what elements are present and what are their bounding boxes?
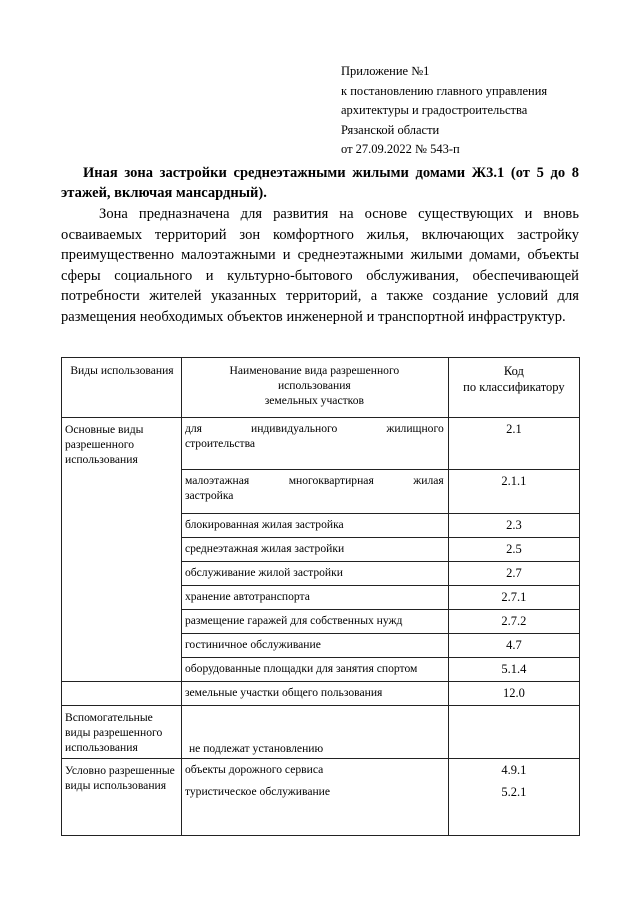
appendix-line: Рязанской области [341,122,440,137]
table-row [62,633,580,657]
usage-code: 4.9.1 [501,762,527,777]
appendix-line: архитектуры и градостроительства [341,103,528,117]
appendix-line: к постановлению главного управления [341,83,548,98]
aux-group-label: Вспомогательные виды разрешенного использования [62,705,182,758]
table-row [62,758,580,835]
table-row [62,705,580,758]
usage-name: для индивидуального жилищного строительства [181,418,448,470]
table-row [62,657,580,681]
usage-code: 2.7 [448,561,579,585]
table-row [62,513,580,537]
usage-name: туристическое обслуживание [184,784,331,798]
land-use-table [61,357,580,836]
usage-name: размещение гаражей для собственных нужд [181,609,448,633]
usage-code: 2.1 [448,418,579,470]
cond-usage-codes [448,758,579,835]
table-row [62,585,580,609]
table-row [62,609,580,633]
cond-usage-names [181,758,448,835]
usage-code: 2.7.1 [448,585,579,609]
usage-name: среднеэтажная жилая застройки [181,537,448,561]
usage-code: 2.3 [448,513,579,537]
usage-code: 5.2.1 [501,784,527,799]
header-code: Код по классификатору [448,358,579,418]
usage-name: блокированная жилая застройка [181,513,448,537]
usage-code: 2.1.1 [448,469,579,513]
table-row [62,561,580,585]
usage-name: обслуживание жилой застройки [181,561,448,585]
header-usage-types: Виды использования [62,358,182,418]
usage-code: 2.7.2 [448,609,579,633]
zone-description: Зона предназначена для развития на основе существующих и вновь осваиваемых территорий зон комфортного жилья, включающих застройку преимущественно малоэтажными и среднеэтажными жилыми домами, объекты сферы социального и культурно-бытового обслуживания, обеспечивающей потребности жителей указанных территорий, а также создание условий для размещения необходимых объектов инженерной и транспортной инфраструктур. [61,206,579,325]
table-header-row [62,358,580,418]
usage-name: хранение автотранспорта [181,585,448,609]
table-row [62,537,580,561]
usage-code: 12.0 [448,681,579,705]
table-row [62,681,580,705]
usage-name: гостиничное обслуживание [181,633,448,657]
header-usage-name: Наименование вида разрешенного использования земельных участков [181,358,448,418]
appendix-block [341,62,547,160]
usage-code: 2.5 [448,537,579,561]
zone-heading: Иная зона застройки среднеэтажными жилыми домами Ж3.1 (от 5 до 8 этажей, включая мансардный). [61,165,579,201]
cond-group-label: Условно разрешенные виды использования [62,758,182,835]
usage-code: 5.1.4 [448,657,579,681]
usage-name: объекты дорожного сервиса [184,762,324,776]
main-group-label: Основные виды разрешенного использования [62,418,182,470]
usage-name: оборудованные площадки для занятия спортом [181,657,448,681]
appendix-line: от 27.09.2022 № 543-п [341,142,460,156]
usage-code: 4.7 [448,633,579,657]
usage-name: малоэтажная многоквартирная жилая застройка [181,469,448,513]
aux-value: не подлежат установлению [181,705,448,758]
appendix-line: Приложение №1 [341,64,430,78]
table-row [62,469,580,513]
usage-name: земельные участки общего пользования [181,681,448,705]
table-row [62,418,580,470]
